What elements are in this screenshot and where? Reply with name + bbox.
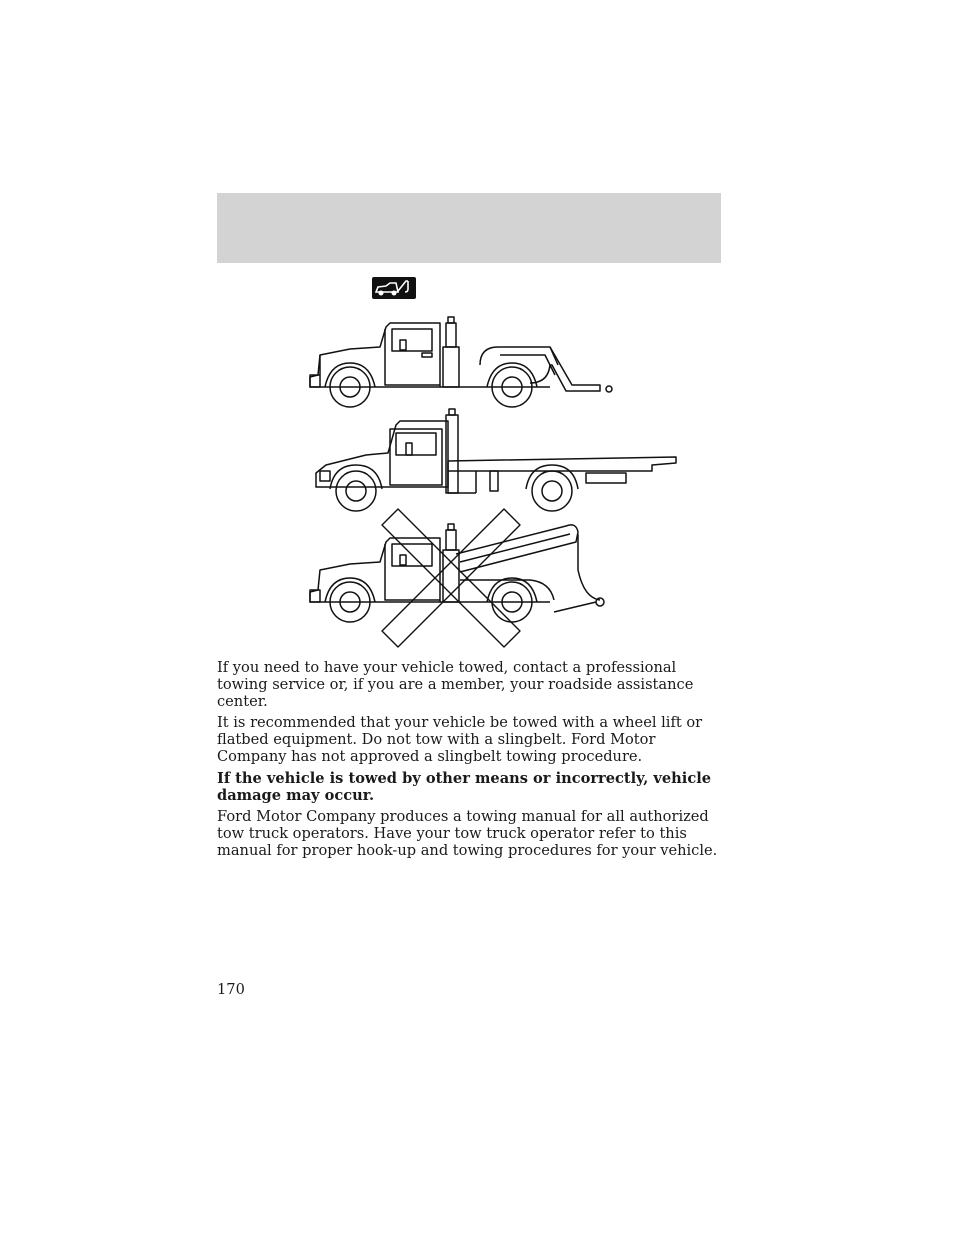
wheel-lift-truck xyxy=(310,317,612,407)
paragraph-damage-warning: If the vehicle is towed by other means or incorrectly, vehicle damage may occur. xyxy=(217,769,712,804)
paragraph-contact-service: If you need to have your vehicle towed, contact a professional towing service or, if you are a member, your roadside assistance center. xyxy=(217,659,694,710)
page-number: 170 xyxy=(217,981,245,998)
body-text xyxy=(217,660,723,865)
section-header-band xyxy=(217,193,721,263)
slingbelt-truck xyxy=(310,524,604,622)
tow-truck-icon xyxy=(372,277,416,299)
towing-illustration xyxy=(300,305,690,654)
paragraph-towing-manual: Ford Motor Company produces a towing manual for all authorized tow truck operators. Have your tow truck operator refer to this manual for proper hook-up and towing procedures for your vehicle. xyxy=(217,808,718,859)
paragraph-recommended-equipment: It is recommended that your vehicle be towed with a wheel lift or flatbed equipment. Do not tow with a slingbelt. Ford Motor Company has not approved a slingbelt towing procedure. xyxy=(217,714,703,765)
flatbed-truck xyxy=(316,409,676,511)
